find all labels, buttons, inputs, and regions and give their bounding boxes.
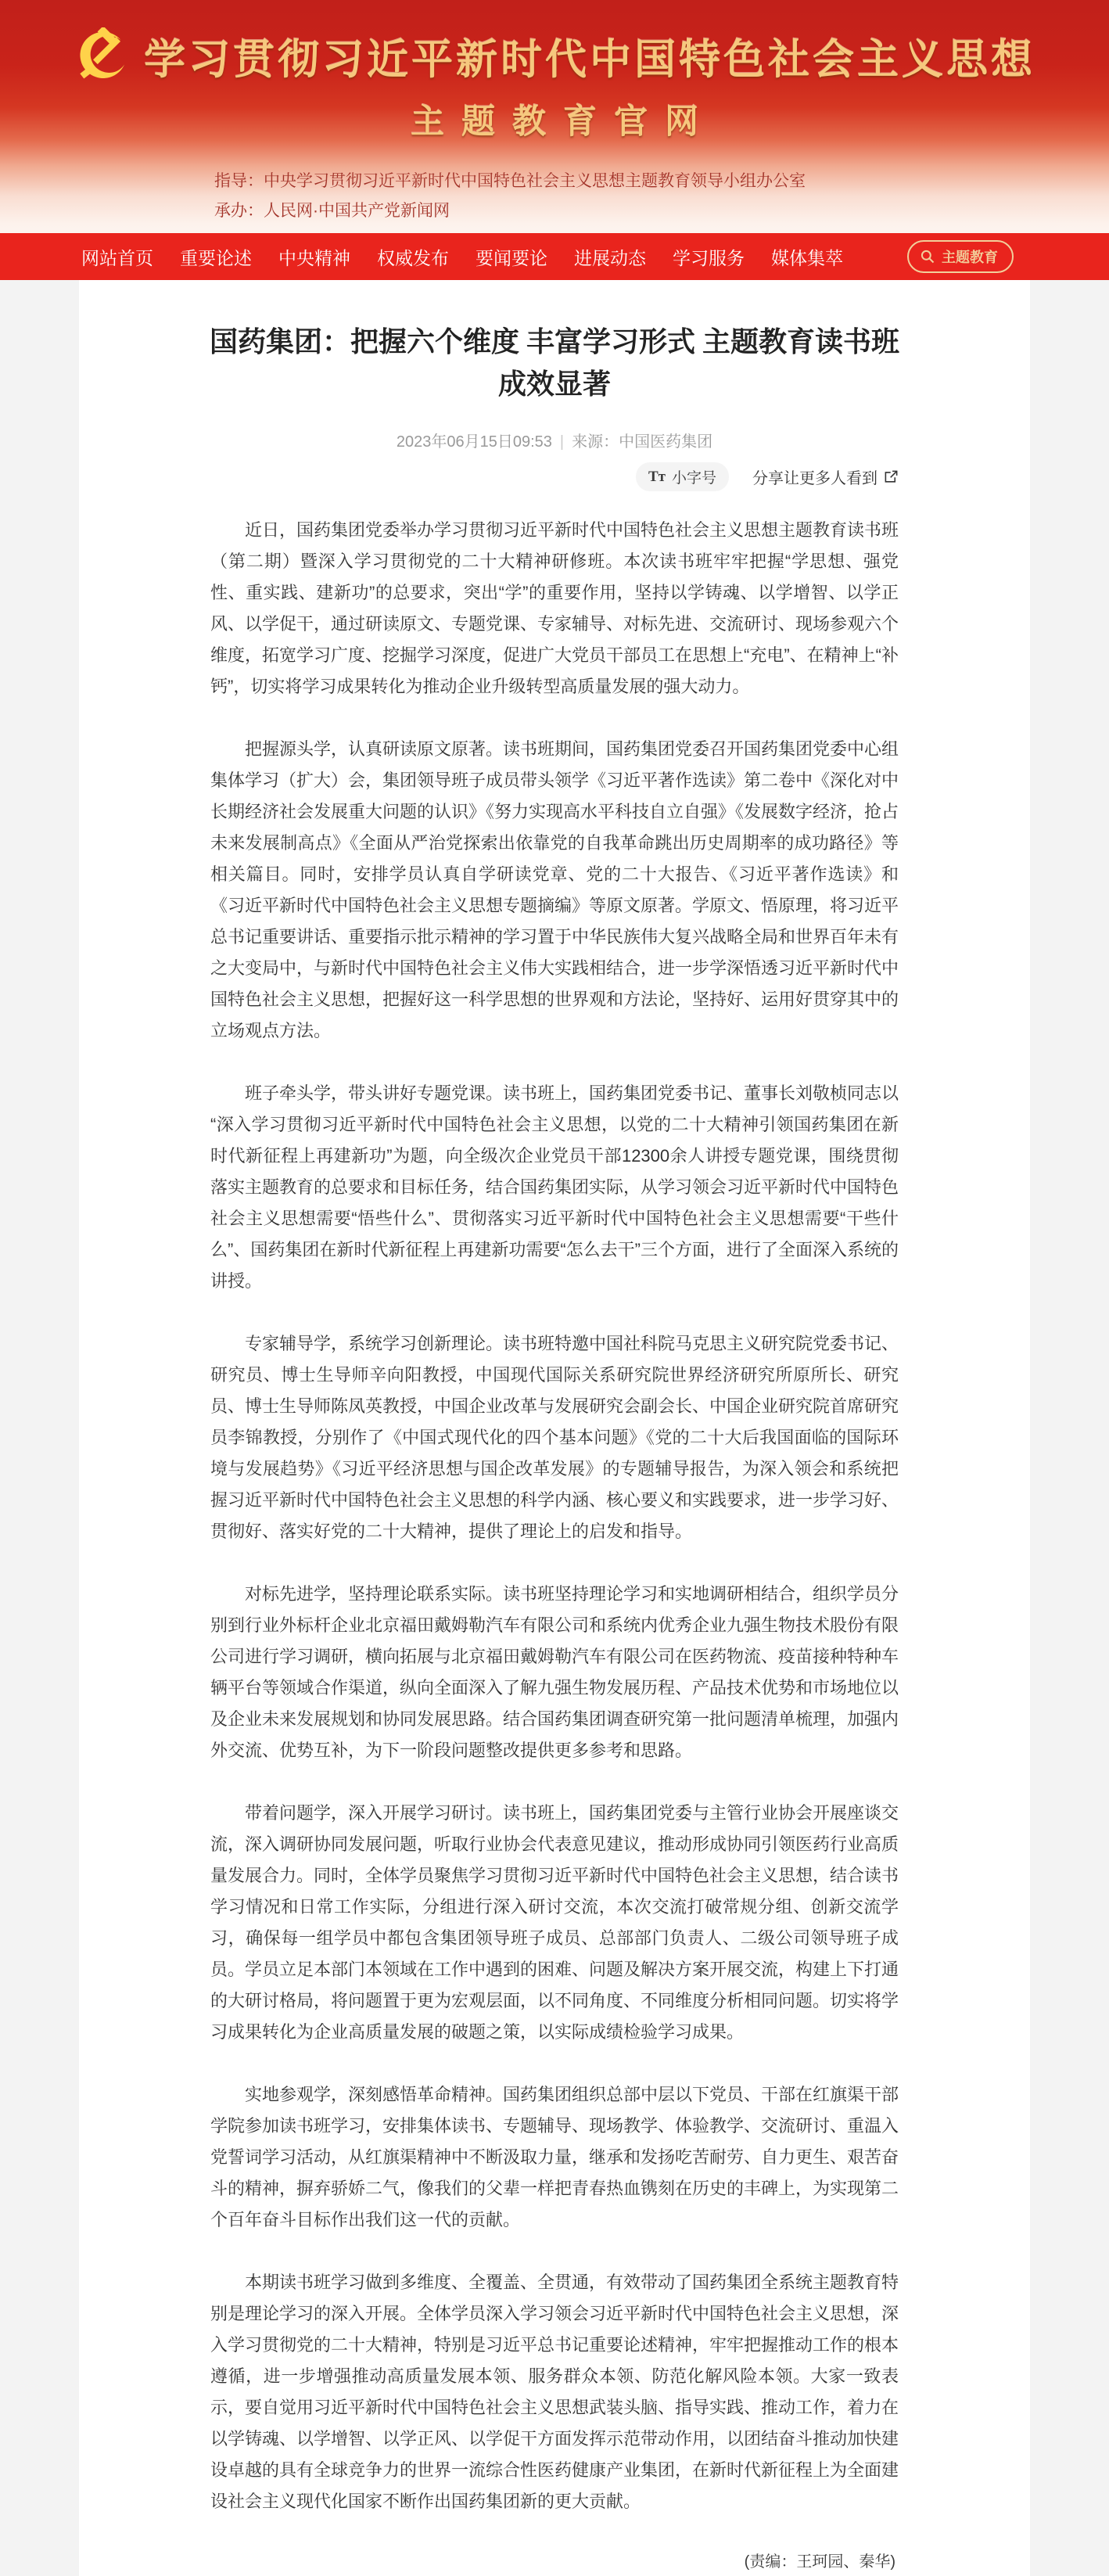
search-button[interactable]: [907, 240, 1014, 273]
share-button[interactable]: [752, 465, 899, 488]
party-emblem-icon: [74, 27, 131, 85]
guidance-line: 指导：中央学习贯彻习近平新时代中国特色社会主义思想主题教育领导小组办公室: [214, 172, 806, 190]
paragraph: 把握源头学，认真研读原文原著。读书班期间，国药集团党委召开国药集团党委中心组集体学习（扩大）会，集团领导班子成员带头领学《习近平著作选读》第二卷中《深化对中长期经济社会发展重大问题的认识》《努力实现高水平科技自立自强》《发展数字经济，抢占未来发展制高点》《全面从严治党探索出依靠党的自我革命跳出历史周期率的成功路径》等相关篇目。同时，安排学员认真自学研读党章、党的二十大报告、《习近平著作选读》和《习近平新时代中国特色社会主义思想专题摘编》等原文原著。学原文、悟原理，将习近平总书记重要讲话、重要指示批示精神的学习置于中华民族伟大复兴战略全局和世界百年未有之大变局中，与新时代中国特色社会主义伟大实践相结合，进一步学深悟透习近平新时代中国特色社会主义思想，把握好这一科学思想的世界观和方法论，坚持好、运用好贯穿其中的立场观点方法。: [210, 739, 899, 1040]
banner-head: [0, 0, 1109, 86]
article-container: [79, 280, 1030, 2576]
article-title: 国药集团：把握六个维度 丰富学习形式 主题教育读书班成效显著: [209, 326, 899, 400]
nav-item-central-spirit[interactable]: 中央精神: [278, 247, 350, 268]
nav-item-important-discourse[interactable]: 重要论述: [180, 247, 252, 268]
search-button-label: 主题教育: [942, 250, 998, 265]
article-date: 2023年06月15日09:53: [396, 433, 552, 451]
article-tools: [210, 462, 899, 491]
font-size-label: 小字号: [671, 470, 716, 487]
font-size-button[interactable]: [636, 462, 729, 491]
search-icon: [920, 249, 935, 264]
paragraph: 带着问题学，深入开展学习研讨。读书班上，国药集团党委与主管行业协会开展座谈交流，深入调研协同发展问题，听取行业协会代表意见建议，推动形成协同引领医药行业高质量发展合力。同时，全体学员聚焦学习贯彻习近平新时代中国特色社会主义思想，结合读书学习情况和日常工作实际，分组进行深入研讨交流，本次交流打破常规分组、创新交流学习，确保每一组学员中都包含集团领导班子成员、总部部门负责人、二级公司领导班子成员。学员立足本部门本领域在工作中遇到的困难、问题及解决方案开展交流，构建上下打通的大研讨格局，将问题置于更为宏观层面，以不同角度、不同维度分析相同问题。切实将学习成果转化为企业高质量发展的破题之策，以实际成绩检验学习成果。: [210, 1803, 899, 2042]
paragraph: 对标先进学，坚持理论联系实际。读书班坚持理论学习和实地调研相结合，组织学员分别到行业外标杆企业北京福田戴姆勒汽车有限公司和系统内优秀企业九强生物技术股份有限公司进行学习调研，横向拓展与北京福田戴姆勒汽车有限公司在医药物流、疫苗接种特种车辆平台等领域合作渠道，纵向全面深入了解九强生物发展历程、产品技术优势和市场地位以及企业未来发展规划和协同发展思路。结合国药集团调查研究第一批问题清单梳理，加强内外交流、优势互补，为下一阶段问题整改提供更多参考和思路。: [210, 1584, 899, 1760]
paragraph: 专家辅导学，系统学习创新理论。读书班特邀中国社科院马克思主义研究院党委书记、研究员、博士生导师辛向阳教授，中国现代国际关系研究院世界经济研究所原所长、研究员、博士生导师陈凤英教授，中国企业改革与发展研究会副会长、中国企业研究院首席研究员李锦教授，分别作了《中国式现代化的四个基本问题》《党的二十大后我国面临的国际环境与发展趋势》《习近平经济思想与国企改革发展》的专题辅导报告，为深入领会和系统把握习近平新时代中国特色社会主义思想的科学内涵、核心要义和实践要求，进一步学习好、贯彻好、落实好党的二十大精神，提供了理论上的启发和指导。: [210, 1334, 899, 1541]
nav-item-key-news[interactable]: 要闻要论: [476, 247, 547, 268]
site-title-line2: 主题教育官网: [411, 103, 716, 141]
article-body: [210, 515, 899, 2571]
nav-item-media-collection[interactable]: 媒体集萃: [771, 247, 843, 268]
organizer-line: 承办：人民网·中国共产党新闻网: [214, 202, 450, 220]
article-source: 来源：中国医药集团: [572, 433, 713, 451]
paragraph: 本期读书班学习做到多维度、全覆盖、全贯通，有效带动了国药集团全系统主题教育特别是理论学习的深入开展。全体学员深入学习领会习近平新时代中国特色社会主义思想，深入学习贯彻党的二十大精神，特别是习近平总书记重要论述精神，牢牢把握推动工作的根本遵循，进一步增强推动高质量发展本领、服务群众本领、防范化解风险本领。大家一致表示，要自觉用习近平新时代中国特色社会主义思想武装头脑、指导实践、推动工作，着力在以学铸魂、以学增智、以学正风、以学促干方面发挥示范带动作用，以团结奋斗推动加快建设卓越的具有全球竞争力的世界一流综合性医药健康产业集团，在新时代新征程上为全面建设社会主义现代化国家不断作出国药集团新的更大贡献。: [210, 2272, 899, 2511]
external-link-icon: [884, 469, 899, 484]
editor-note: (责编：王珂园、秦华): [744, 2553, 895, 2571]
meta-separator: |: [559, 433, 565, 451]
main-navbar: [0, 233, 1109, 280]
nav-item-authoritative-release[interactable]: 权威发布: [377, 247, 449, 268]
paragraph: 近日，国药集团党委举办学习贯彻习近平新时代中国特色社会主义思想主题教育读书班（第二期）暨深入学习贯彻党的二十大精神研修班。本次读书班牢牢把握“学思想、强党性、重实践、建新功”的总要求，突出“学”的重要作用，坚持以学铸魂、以学增智、以学正风、以学促干，通过研读原文、专题党课、专家辅导、对标先进、交流研讨、现场参观六个维度，拓宽学习广度、挖掘学习深度，促进广大党员干部员工在思想上“充电”、在精神上“补钙”，切实将学习成果转化为推动企业升级转型高质量发展的强大动力。: [210, 520, 899, 696]
nav-item-progress[interactable]: 进展动态: [574, 247, 646, 268]
site-banner: [0, 0, 1109, 233]
site-title-line1: 学习贯彻习近平新时代中国特色社会主义思想: [144, 37, 1035, 83]
paragraph: 实地参观学，深刻感悟革命精神。国药集团组织总部中层以下党员、干部在红旗渠干部学院参加读书班学习，安排集体读书、专题辅导、现场教学、体验教学、交流研讨、重温入党誓词学习活动，从红旗渠精神中不断汲取力量，继承和发扬吃苦耐劳、自力更生、艰苦奋斗的精神，摒弃骄娇二气，像我们的父辈一样把青春热血镌刻在历史的丰碑上，为实现第二个百年奋斗目标作出我们这一代的贡献。: [210, 2085, 899, 2229]
font-size-icon: Tᴛ: [648, 468, 666, 485]
paragraph: 班子牵头学，带头讲好专题党课。读书班上，国药集团党委书记、董事长刘敬桢同志以“深入学习贯彻习近平新时代中国特色社会主义思想，以党的二十大精神引领国药集团在新时代新征程上再建新功”为题，向全级次企业党员干部12300余人讲授专题党课，围绕贯彻落实主题教育的总要求和目标任务，结合国药集团实际，从学习领会习近平新时代中国特色社会主义思想需要“悟些什么”、贯彻落实习近平新时代中国特色社会主义思想需要“干些什么”、国药集团在新时代新征程上再建新功需要“怎么去干”三个方面，进行了全面深入系统的讲授。: [210, 1083, 899, 1291]
nav-item-home[interactable]: 网站首页: [81, 247, 153, 268]
share-label: 分享让更多人看到: [752, 470, 878, 487]
article-meta: [79, 429, 1030, 451]
banner-info: [214, 170, 1109, 223]
nav-item-learning-services[interactable]: 学习服务: [673, 247, 745, 268]
